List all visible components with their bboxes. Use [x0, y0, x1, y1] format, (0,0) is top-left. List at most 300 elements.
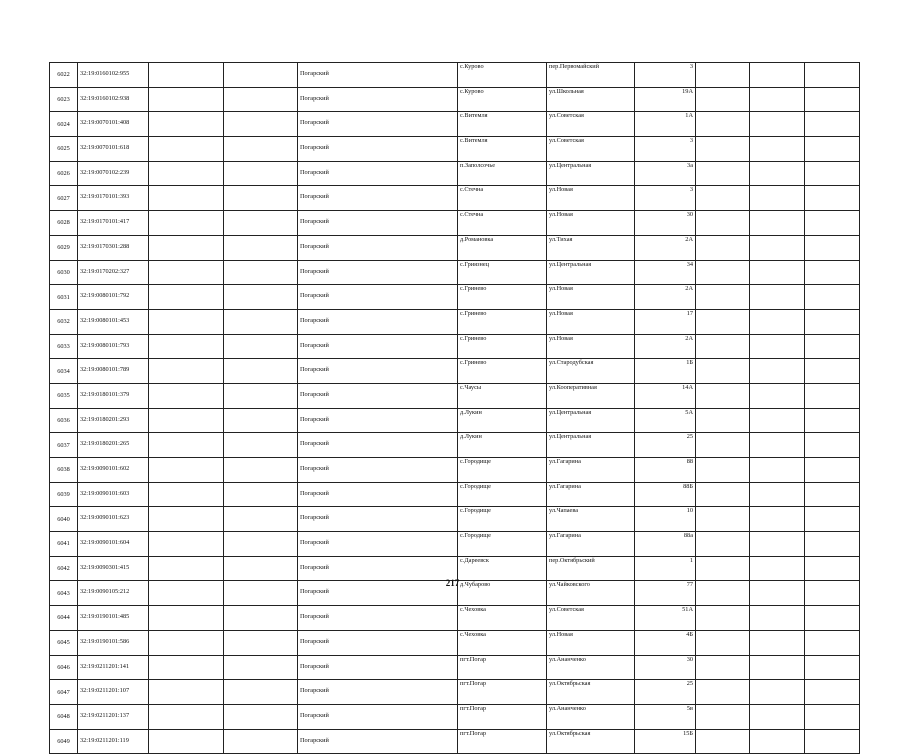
empty-cell: [805, 606, 860, 631]
empty-cell: [696, 359, 750, 384]
empty-cell: [149, 260, 224, 285]
locality-cell: с.Гриязнец: [458, 260, 547, 285]
locality-cell: с.Витемля: [458, 137, 547, 162]
district-cell: Погарский: [298, 408, 458, 433]
empty-cell: [805, 433, 860, 458]
cadastral-number-cell: 32:19:0180101:379: [78, 383, 149, 408]
row-number-cell: 6031: [50, 285, 78, 310]
table-body: [50, 63, 860, 754]
house-number-cell: 1: [635, 556, 696, 581]
empty-cell: [805, 112, 860, 137]
row-number-cell: 6030: [50, 260, 78, 285]
table-row: [50, 458, 860, 483]
house-number-cell: 30: [635, 211, 696, 236]
cadastral-number-cell: 32:19:0090101:602: [78, 458, 149, 483]
house-number-cell: 15Б: [635, 729, 696, 754]
cadastral-number-cell: 32:19:0170301:288: [78, 235, 149, 260]
district-cell: Погарский: [298, 581, 458, 606]
row-number-cell: 6048: [50, 704, 78, 729]
house-number-cell: 19А: [635, 87, 696, 112]
empty-cell: [750, 334, 805, 359]
house-number-cell: 34: [635, 260, 696, 285]
cadastral-number-cell: 32:19:0080101:792: [78, 285, 149, 310]
district-cell: Погарский: [298, 482, 458, 507]
district-cell: Погарский: [298, 137, 458, 162]
empty-cell: [224, 433, 298, 458]
street-cell: ул.Октябрьская: [547, 729, 635, 754]
locality-cell: пгт.Погар: [458, 655, 547, 680]
row-number-cell: 6042: [50, 556, 78, 581]
empty-cell: [696, 704, 750, 729]
district-cell: Погарский: [298, 507, 458, 532]
empty-cell: [224, 309, 298, 334]
empty-cell: [224, 211, 298, 236]
empty-cell: [224, 63, 298, 88]
empty-cell: [696, 532, 750, 557]
locality-cell: д.Чубарово: [458, 581, 547, 606]
house-number-cell: 5в: [635, 704, 696, 729]
empty-cell: [696, 63, 750, 88]
street-cell: ул.Центральная: [547, 161, 635, 186]
empty-cell: [805, 211, 860, 236]
street-cell: ул.Гагарина: [547, 482, 635, 507]
row-number-cell: 6036: [50, 408, 78, 433]
empty-cell: [750, 482, 805, 507]
cadastral-number-cell: 32:19:0070101:408: [78, 112, 149, 137]
empty-cell: [224, 112, 298, 137]
empty-cell: [805, 507, 860, 532]
district-cell: Погарский: [298, 458, 458, 483]
empty-cell: [696, 433, 750, 458]
table-row: [50, 87, 860, 112]
empty-cell: [696, 458, 750, 483]
empty-cell: [805, 309, 860, 334]
empty-cell: [805, 630, 860, 655]
row-number-cell: 6038: [50, 458, 78, 483]
row-number-cell: 6041: [50, 532, 78, 557]
table-row: [50, 211, 860, 236]
empty-cell: [149, 137, 224, 162]
locality-cell: с.Дареевск: [458, 556, 547, 581]
locality-cell: д.Романовка: [458, 235, 547, 260]
street-cell: ул.Ананченко: [547, 655, 635, 680]
table-row: [50, 137, 860, 162]
table-row: [50, 482, 860, 507]
house-number-cell: 3: [635, 186, 696, 211]
empty-cell: [696, 309, 750, 334]
empty-cell: [750, 458, 805, 483]
empty-cell: [750, 655, 805, 680]
street-cell: ул.Стародубская: [547, 359, 635, 384]
house-number-cell: 1А: [635, 112, 696, 137]
table-row: [50, 112, 860, 137]
empty-cell: [805, 359, 860, 384]
table-row: [50, 655, 860, 680]
empty-cell: [750, 433, 805, 458]
empty-cell: [696, 408, 750, 433]
empty-cell: [696, 680, 750, 705]
empty-cell: [149, 383, 224, 408]
table-row: [50, 359, 860, 384]
district-cell: Погарский: [298, 260, 458, 285]
locality-cell: с.Гринево: [458, 334, 547, 359]
table-row: [50, 260, 860, 285]
empty-cell: [750, 161, 805, 186]
empty-cell: [696, 507, 750, 532]
empty-cell: [224, 680, 298, 705]
empty-cell: [224, 137, 298, 162]
house-number-cell: 1Б: [635, 359, 696, 384]
locality-cell: д.Лукин: [458, 408, 547, 433]
cadastral-number-cell: 32:19:0090301:415: [78, 556, 149, 581]
row-number-cell: 6037: [50, 433, 78, 458]
table-row: [50, 309, 860, 334]
house-number-cell: 2А: [635, 334, 696, 359]
row-number-cell: 6044: [50, 606, 78, 631]
empty-cell: [750, 630, 805, 655]
district-cell: Погарский: [298, 606, 458, 631]
locality-cell: с.Городище: [458, 507, 547, 532]
empty-cell: [805, 161, 860, 186]
empty-cell: [149, 334, 224, 359]
registry-table: [49, 62, 860, 754]
row-number-cell: 6027: [50, 186, 78, 211]
cadastral-number-cell: 32:19:0080101:789: [78, 359, 149, 384]
locality-cell: с.Гринево: [458, 309, 547, 334]
empty-cell: [149, 704, 224, 729]
street-cell: ул.Чайковского: [547, 581, 635, 606]
table-row: [50, 433, 860, 458]
house-number-cell: 25: [635, 680, 696, 705]
locality-cell: с.Городище: [458, 482, 547, 507]
house-number-cell: 51А: [635, 606, 696, 631]
district-cell: Погарский: [298, 359, 458, 384]
street-cell: ул.Тихая: [547, 235, 635, 260]
row-number-cell: 6023: [50, 87, 78, 112]
district-cell: Погарский: [298, 334, 458, 359]
row-number-cell: 6035: [50, 383, 78, 408]
empty-cell: [149, 606, 224, 631]
empty-cell: [750, 285, 805, 310]
table-row: [50, 63, 860, 88]
house-number-cell: 30: [635, 655, 696, 680]
empty-cell: [696, 655, 750, 680]
row-number-cell: 6034: [50, 359, 78, 384]
locality-cell: п.Заполсочье: [458, 161, 547, 186]
table-row: [50, 729, 860, 754]
empty-cell: [750, 606, 805, 631]
empty-cell: [224, 482, 298, 507]
empty-cell: [750, 137, 805, 162]
cadastral-number-cell: 32:19:0080101:793: [78, 334, 149, 359]
locality-cell: с.Гринево: [458, 359, 547, 384]
empty-cell: [149, 309, 224, 334]
cadastral-number-cell: 32:19:0170101:417: [78, 211, 149, 236]
row-number-cell: 6032: [50, 309, 78, 334]
empty-cell: [149, 285, 224, 310]
street-cell: пер.Первомайский: [547, 63, 635, 88]
empty-cell: [224, 260, 298, 285]
empty-cell: [805, 235, 860, 260]
locality-cell: пгт.Погар: [458, 680, 547, 705]
empty-cell: [224, 458, 298, 483]
cadastral-number-cell: 32:19:0080101:453: [78, 309, 149, 334]
empty-cell: [224, 704, 298, 729]
street-cell: пер.Октябрьский: [547, 556, 635, 581]
table-row: [50, 408, 860, 433]
row-number-cell: 6040: [50, 507, 78, 532]
empty-cell: [149, 532, 224, 557]
table-row: [50, 161, 860, 186]
cadastral-number-cell: 32:19:0090105:212: [78, 581, 149, 606]
street-cell: ул.Центральная: [547, 408, 635, 433]
empty-cell: [696, 161, 750, 186]
cadastral-number-cell: 32:19:0160102:955: [78, 63, 149, 88]
table-row: [50, 532, 860, 557]
house-number-cell: 2А: [635, 235, 696, 260]
empty-cell: [149, 655, 224, 680]
house-number-cell: 77: [635, 581, 696, 606]
street-cell: ул.Октябрьская: [547, 680, 635, 705]
district-cell: Погарский: [298, 87, 458, 112]
cadastral-number-cell: 32:19:0211201:107: [78, 680, 149, 705]
table-row: [50, 235, 860, 260]
empty-cell: [224, 507, 298, 532]
row-number-cell: 6026: [50, 161, 78, 186]
house-number-cell: 3: [635, 137, 696, 162]
locality-cell: с.Чеховка: [458, 606, 547, 631]
house-number-cell: 10: [635, 507, 696, 532]
empty-cell: [750, 507, 805, 532]
cadastral-number-cell: 32:19:0160102:938: [78, 87, 149, 112]
empty-cell: [696, 285, 750, 310]
empty-cell: [149, 507, 224, 532]
empty-cell: [805, 482, 860, 507]
empty-cell: [750, 309, 805, 334]
locality-cell: пгт.Погар: [458, 729, 547, 754]
row-number-cell: 6024: [50, 112, 78, 137]
empty-cell: [224, 729, 298, 754]
house-number-cell: 17: [635, 309, 696, 334]
page-number: 217: [445, 578, 460, 588]
empty-cell: [224, 383, 298, 408]
row-number-cell: 6025: [50, 137, 78, 162]
empty-cell: [750, 235, 805, 260]
district-cell: Погарский: [298, 532, 458, 557]
house-number-cell: 14А: [635, 383, 696, 408]
street-cell: ул.Гагарина: [547, 532, 635, 557]
cadastral-number-cell: 32:19:0180201:265: [78, 433, 149, 458]
cadastral-number-cell: 32:19:0190101:586: [78, 630, 149, 655]
locality-cell: с.Чаусы: [458, 383, 547, 408]
empty-cell: [224, 408, 298, 433]
locality-cell: с.Городище: [458, 458, 547, 483]
cadastral-number-cell: 32:19:0170101:393: [78, 186, 149, 211]
locality-cell: д.Лукин: [458, 433, 547, 458]
empty-cell: [696, 186, 750, 211]
cadastral-number-cell: 32:19:0211201:119: [78, 729, 149, 754]
cadastral-number-cell: 32:19:0070102:239: [78, 161, 149, 186]
empty-cell: [149, 458, 224, 483]
cadastral-number-cell: 32:19:0211201:137: [78, 704, 149, 729]
locality-cell: с.Курово: [458, 87, 547, 112]
street-cell: ул.Гагарина: [547, 458, 635, 483]
street-cell: ул.Новая: [547, 285, 635, 310]
house-number-cell: 3а: [635, 161, 696, 186]
district-cell: Погарский: [298, 211, 458, 236]
empty-cell: [224, 334, 298, 359]
empty-cell: [224, 87, 298, 112]
row-number-cell: 6047: [50, 680, 78, 705]
house-number-cell: 88Б: [635, 482, 696, 507]
cadastral-number-cell: 32:19:0070101:618: [78, 137, 149, 162]
street-cell: ул.Новая: [547, 309, 635, 334]
table-row: [50, 630, 860, 655]
empty-cell: [696, 334, 750, 359]
empty-cell: [696, 729, 750, 754]
empty-cell: [805, 87, 860, 112]
district-cell: Погарский: [298, 729, 458, 754]
district-cell: Погарский: [298, 112, 458, 137]
empty-cell: [149, 211, 224, 236]
locality-cell: с.Чеховка: [458, 630, 547, 655]
empty-cell: [224, 186, 298, 211]
empty-cell: [805, 260, 860, 285]
empty-cell: [696, 211, 750, 236]
empty-cell: [805, 408, 860, 433]
empty-cell: [149, 235, 224, 260]
empty-cell: [805, 383, 860, 408]
house-number-cell: 3: [635, 63, 696, 88]
house-number-cell: 5А: [635, 408, 696, 433]
empty-cell: [149, 482, 224, 507]
locality-cell: с.Стечна: [458, 211, 547, 236]
table-row: [50, 334, 860, 359]
empty-cell: [805, 655, 860, 680]
district-cell: Погарский: [298, 161, 458, 186]
row-number-cell: 6028: [50, 211, 78, 236]
empty-cell: [224, 235, 298, 260]
cadastral-number-cell: 32:19:0090101:604: [78, 532, 149, 557]
empty-cell: [149, 359, 224, 384]
house-number-cell: 4Б: [635, 630, 696, 655]
empty-cell: [750, 87, 805, 112]
row-number-cell: 6039: [50, 482, 78, 507]
district-cell: Погарский: [298, 309, 458, 334]
empty-cell: [149, 729, 224, 754]
empty-cell: [149, 87, 224, 112]
district-cell: Погарский: [298, 433, 458, 458]
empty-cell: [149, 408, 224, 433]
house-number-cell: 25: [635, 433, 696, 458]
empty-cell: [149, 680, 224, 705]
empty-cell: [750, 359, 805, 384]
empty-cell: [750, 704, 805, 729]
empty-cell: [224, 359, 298, 384]
empty-cell: [750, 532, 805, 557]
district-cell: Погарский: [298, 235, 458, 260]
locality-cell: пгт.Погар: [458, 704, 547, 729]
street-cell: ул.Кооперативная: [547, 383, 635, 408]
street-cell: ул.Центральная: [547, 260, 635, 285]
district-cell: Погарский: [298, 186, 458, 211]
empty-cell: [224, 161, 298, 186]
empty-cell: [696, 137, 750, 162]
empty-cell: [805, 285, 860, 310]
row-number-cell: 6022: [50, 63, 78, 88]
street-cell: ул.Центральная: [547, 433, 635, 458]
empty-cell: [696, 260, 750, 285]
empty-cell: [750, 63, 805, 88]
empty-cell: [805, 186, 860, 211]
empty-cell: [750, 408, 805, 433]
table-row: [50, 285, 860, 310]
row-number-cell: 6043: [50, 581, 78, 606]
district-cell: Погарский: [298, 556, 458, 581]
row-number-cell: 6049: [50, 729, 78, 754]
table-row: [50, 186, 860, 211]
empty-cell: [224, 630, 298, 655]
cadastral-number-cell: 32:19:0180201:293: [78, 408, 149, 433]
cadastral-number-cell: 32:19:0190101:485: [78, 606, 149, 631]
district-cell: Погарский: [298, 383, 458, 408]
empty-cell: [696, 482, 750, 507]
empty-cell: [750, 112, 805, 137]
street-cell: ул.Новая: [547, 211, 635, 236]
street-cell: ул.Новая: [547, 186, 635, 211]
table-row: [50, 606, 860, 631]
street-cell: ул.Новая: [547, 630, 635, 655]
table-row: [50, 507, 860, 532]
street-cell: ул.Советская: [547, 112, 635, 137]
street-cell: ул.Чапаева: [547, 507, 635, 532]
street-cell: ул.Школьная: [547, 87, 635, 112]
empty-cell: [805, 137, 860, 162]
table-row: [50, 383, 860, 408]
empty-cell: [750, 383, 805, 408]
empty-cell: [149, 186, 224, 211]
district-cell: Погарский: [298, 655, 458, 680]
house-number-cell: 88а: [635, 532, 696, 557]
empty-cell: [805, 704, 860, 729]
table-row: [50, 704, 860, 729]
empty-cell: [149, 630, 224, 655]
district-cell: Погарский: [298, 704, 458, 729]
district-cell: Погарский: [298, 63, 458, 88]
district-cell: Погарский: [298, 680, 458, 705]
locality-cell: с.Гринево: [458, 285, 547, 310]
empty-cell: [224, 532, 298, 557]
empty-cell: [805, 532, 860, 557]
empty-cell: [696, 112, 750, 137]
cadastral-number-cell: 32:19:0211201:141: [78, 655, 149, 680]
locality-cell: с.Городище: [458, 532, 547, 557]
empty-cell: [805, 334, 860, 359]
empty-cell: [750, 211, 805, 236]
house-number-cell: 88: [635, 458, 696, 483]
street-cell: ул.Новая: [547, 334, 635, 359]
empty-cell: [805, 729, 860, 754]
empty-cell: [750, 680, 805, 705]
empty-cell: [149, 63, 224, 88]
empty-cell: [696, 606, 750, 631]
row-number-cell: 6046: [50, 655, 78, 680]
empty-cell: [805, 680, 860, 705]
empty-cell: [750, 729, 805, 754]
empty-cell: [805, 63, 860, 88]
empty-cell: [149, 112, 224, 137]
empty-cell: [224, 606, 298, 631]
